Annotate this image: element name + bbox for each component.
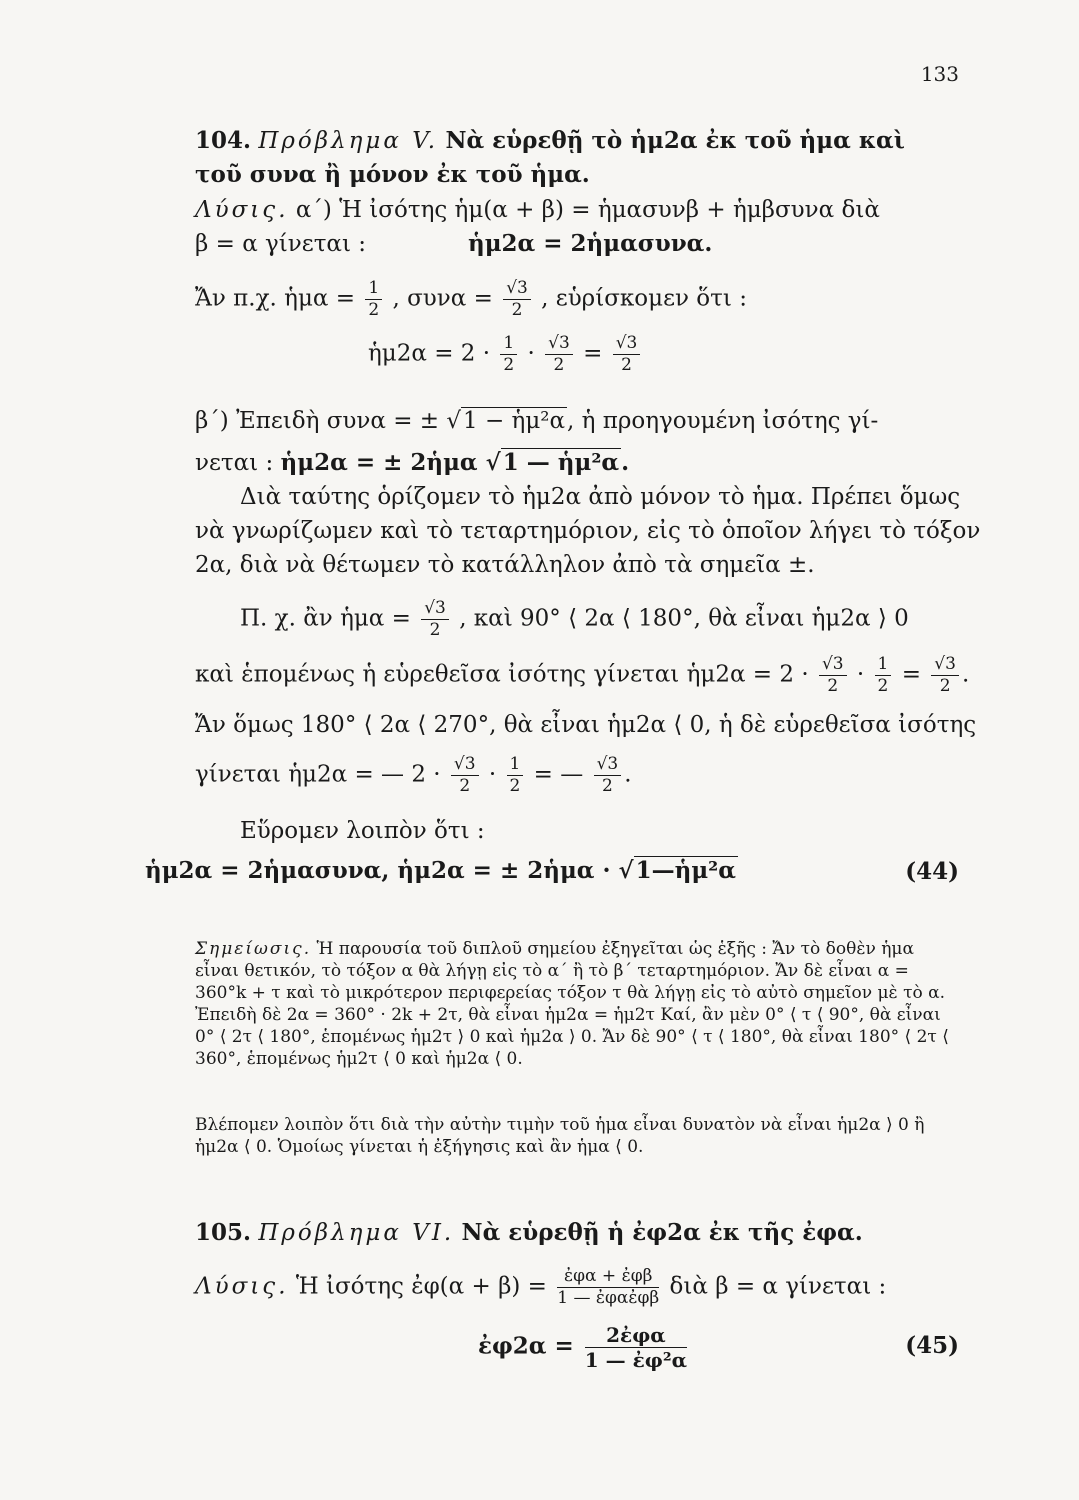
fraction — [500, 335, 517, 374]
denominator: 1 — ἐφαἐφβ — [557, 1288, 660, 1308]
denominator: 2 — [939, 676, 951, 696]
numerator: √3 — [451, 756, 479, 776]
denominator: 1 — ἐφ²α — [584, 1348, 688, 1372]
fraction — [613, 335, 641, 374]
formula-sin2a: ἡμ2α = 2ἡμασυνα. — [468, 230, 713, 257]
fraction — [507, 756, 524, 795]
part-b-line — [195, 408, 878, 434]
part-b-text: , ἡ προηγουμένη ἰσότης γί- — [567, 408, 879, 434]
fraction — [557, 1268, 659, 1307]
denominator: 2 — [553, 355, 565, 375]
denominator: 2 — [601, 776, 613, 796]
example-text: , συνα = — [392, 285, 493, 312]
fraction — [819, 656, 847, 695]
period: . — [624, 761, 632, 788]
paragraph-line: νὰ γνωρίζωμεν καὶ τὸ τεταρτημόριον, εἰς τὸ ὁποῖον λήγει τὸ τόξον — [195, 518, 981, 544]
period: . — [961, 661, 970, 688]
numerator: ἐφα + ἐφβ — [557, 1268, 659, 1288]
problem-statement: Νὰ εὑρεθῇ τὸ ἡμ2α ἐκ τοῦ ἡμα καὶ — [445, 127, 905, 154]
fraction — [594, 756, 622, 795]
calc-line — [368, 335, 643, 374]
solution-line-b: β = α γίνεται : — [195, 231, 367, 257]
denominator: 2 — [509, 776, 521, 796]
solution-text: διὰ β = α γίνεται : — [669, 1273, 887, 1300]
numerator: 1 — [500, 335, 517, 355]
part-b-text: νεται : — [195, 450, 274, 476]
denominator: 2 — [827, 676, 839, 696]
fraction — [451, 756, 479, 795]
problem-statement-cont: τοῦ συνα ἢ μόνον ἐκ τοῦ ἡμα. — [195, 161, 590, 188]
denominator: 2 — [459, 776, 471, 796]
equation-number-45: (45) — [905, 1332, 959, 1359]
numerator: 2ἐφα — [585, 1325, 687, 1348]
denominator: 2 — [621, 355, 632, 375]
example-text: καὶ ἑπομένως ἡ εὑρεθεῖσα ἰσότης γίνεται ἡμ2α = 2 · — [195, 661, 809, 688]
dot: · — [488, 761, 497, 788]
formula-tan2a — [478, 1325, 690, 1370]
equals: = — [583, 340, 603, 367]
numerator: √3 — [421, 600, 449, 620]
numerator: √3 — [594, 756, 622, 776]
equals: = — — [533, 761, 584, 788]
section-number: 104. — [195, 127, 252, 154]
denominator: 2 — [429, 620, 441, 640]
part-b-text: β΄) Ἐπειδὴ συνα = ± √ — [195, 408, 462, 434]
numerator: √3 — [931, 656, 959, 676]
example-text: , εὑρίσκομεν ὅτι : — [541, 285, 747, 312]
denominator: 2 — [368, 300, 380, 320]
part-b-result — [195, 450, 629, 476]
fraction — [875, 656, 892, 695]
solution-label: Λύσις. — [195, 1273, 289, 1300]
solution-label: Λύσις. — [195, 197, 289, 223]
fraction — [931, 656, 959, 695]
fraction — [421, 600, 449, 639]
problem-label: Πρόβλημα VI. — [258, 1220, 455, 1246]
paragraph-line: 2α, διὰ νὰ θέτωμεν τὸ κατάλληλον ἀπὸ τὰ σημεῖα ±. — [195, 552, 815, 578]
radicand: 1 — ἡμ²α — [502, 449, 620, 476]
section-105-heading — [195, 1220, 863, 1246]
problem-statement: Νὰ εὑρεθῇ ἡ ἐφ2α ἐκ τῆς ἐφα. — [461, 1219, 863, 1246]
section-number: 105. — [195, 1219, 252, 1246]
note-label: Σημείωσις. — [195, 939, 312, 959]
paragraph-line: Εὕρομεν λοιπὸν ὅτι : — [240, 818, 485, 844]
equation-number-44: (44) — [905, 858, 959, 885]
denominator: 2 — [503, 355, 515, 375]
numerator: √3 — [503, 280, 531, 300]
numerator: √3 — [613, 335, 641, 355]
numerator: 1 — [507, 756, 524, 776]
example-line — [195, 280, 747, 319]
formula-text: ἐφ2α = — [478, 1332, 574, 1360]
paragraph-line: Ἄν ὅμως 180° ⟨ 2α ⟨ 270°, θὰ εἶναι ἡμ2α ⟨ 0, ἡ δὲ εὑρεθεῖσα ἰσότης — [195, 712, 977, 738]
numerator: 1 — [365, 280, 382, 300]
problem-label: Πρόβλημα V. — [258, 128, 439, 154]
page-number: 133 — [920, 62, 959, 86]
fraction — [503, 280, 531, 319]
numerator: √3 — [545, 335, 573, 355]
note-text: Ἡ παρουσία τοῦ διπλοῦ σημείου ἐξηγεῖται ὡς ἑξῆς : Ἄν τὸ δοθὲν ἡμα εἶναι θετικόν, τὸ τόξον α θὰ λήγῃ εἰς τὸ α΄ ἢ τὸ β΄ τεταρτημόριον. Ἄν δὲ εἶναι α = 360°k + τ καὶ τὸ μικρότερον περιφερείας τόξον τ θὰ λήγῃ εἰς τὸ αὐτὸ σημεῖον μὲ τὸ α. Ἐπειδὴ δὲ 2α = 360° · 2k + 2τ, θὰ εἶναι ἡμ2α = ἡμ2τ Καί, ἂν μὲν 0° ⟨ τ ⟨ 90°, θὰ εἶναι 0° ⟨ 2τ ⟨ 180°, ἑπομένως ἡμ2τ ⟩ 0 καὶ ἡμ2α ⟩ 0. Ἄν δὲ 90° ⟨ τ ⟨ 180°, θὰ εἶναι 180° ⟨ 2τ ⟨ 360°, ἑπομένως ἡμ2τ ⟨ 0 καὶ ἡμ2α ⟨ 0. — [195, 939, 949, 1070]
formula-text: ἡμ2α = 2ἡμασυνα, ἡμ2α = ± 2ἡμα · √ — [145, 857, 634, 884]
example-text: γίνεται ἡμ2α = — 2 · — [195, 761, 441, 788]
fraction — [585, 1325, 687, 1370]
calc-text: ἡμ2α = 2 · — [368, 340, 491, 367]
fraction — [545, 335, 573, 374]
dot: · — [527, 340, 535, 367]
note-paragraph — [195, 938, 960, 1071]
numerator: √3 — [819, 656, 847, 676]
example-line-3 — [195, 656, 969, 695]
fraction — [365, 280, 382, 319]
dot: · — [856, 661, 865, 688]
radicand: 1—ἡμ²α — [635, 857, 736, 884]
equals: = — [901, 661, 921, 688]
example-text: Ἄν π.χ. ἡμα = — [195, 285, 356, 312]
denominator: 2 — [877, 676, 889, 696]
section-104-heading — [195, 128, 905, 154]
radicand: 1 − ἡμ²α — [463, 408, 566, 434]
solution-text: Ἡ ἰσότης ἐφ(α + β) = — [295, 1273, 547, 1300]
solution-105-line — [195, 1268, 886, 1307]
numerator: 1 — [875, 656, 892, 676]
example-text: Π. χ. ἂν ἡμα = — [240, 605, 411, 632]
example-line-2 — [240, 600, 909, 639]
final-formula — [145, 858, 738, 884]
solution-text: α΄) Ἡ ἰσότης ἡμ(α + β) = ἡμασυνβ + ἡμβσυνα διὰ — [295, 197, 880, 223]
formula-pm: ἡμ2α = ± 2ἡμα √ — [280, 449, 501, 476]
paragraph-line: Διὰ ταύτης ὁρίζομεν τὸ ἡμ2α ἀπὸ μόνον τὸ ἡμα. Πρέπει ὅμως — [240, 484, 961, 510]
period: . — [621, 449, 630, 476]
denominator: 2 — [511, 300, 523, 320]
example-text: , καὶ 90° ⟨ 2α ⟨ 180°, θὰ εἶναι ἡμ2α ⟩ 0 — [459, 605, 909, 632]
note-paragraph-2: Βλέπομεν λοιπὸν ὅτι διὰ τὴν αὐτὴν τιμὴν τοῦ ἡμα εἶναι δυνατὸν νὰ εἶναι ἡμ2α ⟩ 0 ἢ ἡμ2α ⟨ 0. Ὁμοίως γίνεται ἡ ἐξήγησις καὶ ἂν ἡμα ⟨ 0. — [195, 1115, 925, 1158]
solution-line-a — [195, 197, 880, 223]
example-line-4 — [195, 756, 632, 795]
